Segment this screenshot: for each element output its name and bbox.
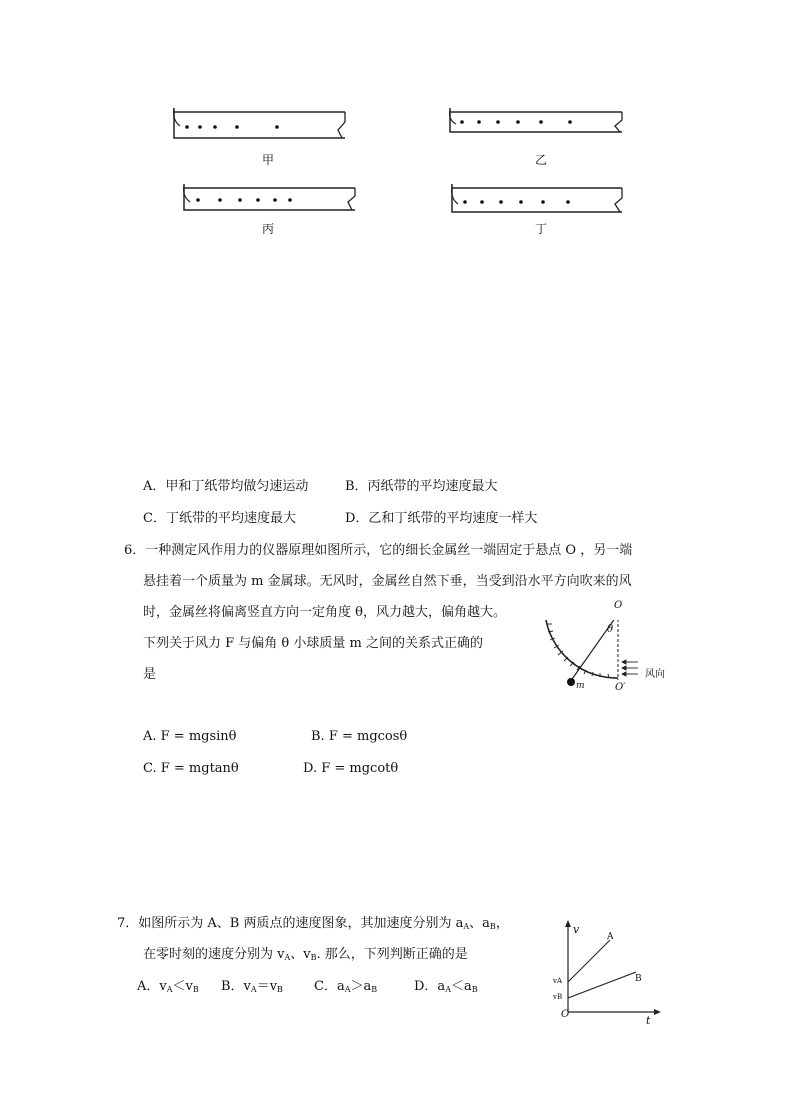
pendulum-ball [567, 678, 575, 686]
tape-dot [275, 125, 279, 129]
tape-dot [273, 198, 277, 202]
q7-stem-line1: 7．如图所示为 A、B 两质点的速度图象，其加速度分别为 $a_A$、$a_B$， [117, 916, 509, 931]
vt-line-b [568, 972, 636, 998]
q6-option-c: C. F = mgtanθ [143, 761, 239, 776]
q6-stem-line4: 下列关于风力 F 与偏角 θ 小球质量 m 之间的关系式正确的 [143, 636, 483, 651]
q6-option-a: A. F = mgsinθ [143, 729, 237, 744]
q5-option-a: A．甲和丁纸带均做匀速运动 [143, 479, 309, 494]
tape-label-jia: 甲 [262, 153, 275, 167]
tape-dot [566, 200, 570, 204]
q5-option-c: C．丁纸带的平均速度最大 [143, 511, 296, 526]
tape-dot [568, 120, 572, 124]
tape-dot [539, 120, 543, 124]
tape-dot [499, 200, 503, 204]
tape-label-yi: 乙 [535, 153, 548, 167]
q7-option-c: C．$a_A>a_B$ [314, 979, 378, 994]
q6-stem-line3: 时，金属丝将偏离竖直方向一定角度 θ，风力越大，偏角越大。 [143, 605, 506, 620]
pendulum-label-wind: 风向 [645, 669, 665, 680]
tape-dot [496, 120, 500, 124]
tape-dot [238, 198, 242, 202]
tape-yi [450, 108, 622, 132]
tape-dot [516, 120, 520, 124]
q5-option-d: D．乙和丁纸带的平均速度一样大 [345, 511, 538, 526]
vt-label-origin: O [561, 1009, 570, 1020]
pendulum-label-o-prime: O′ [615, 682, 626, 693]
q7-option-a: A．$v_A<v_B$ [137, 979, 199, 994]
tape-dot [235, 125, 239, 129]
tape-dot [256, 198, 260, 202]
tape-dot [196, 198, 200, 202]
pendulum-label-m: m [576, 681, 585, 691]
tape-dot [198, 125, 202, 129]
q6-stem-line5: 是 [143, 667, 157, 682]
tape-label-ding: 丁 [535, 222, 548, 236]
q7-option-b: B．$v_A=v_B$ [221, 979, 283, 994]
pendulum-label-theta: θ [607, 624, 614, 635]
tape-dot [480, 200, 484, 204]
q6-option-b: B. F = mgcosθ [311, 729, 408, 744]
vt-label-a: A [607, 932, 614, 942]
vt-label-v: v [573, 923, 580, 936]
q7-stem-line2: 在零时刻的速度分别为 $v_A$、$v_B$. 那么，下列判断正确的是 [143, 947, 468, 962]
tape-jia [174, 108, 345, 138]
tape-dot [218, 198, 222, 202]
tape-dot [213, 125, 217, 129]
vt-line-a [568, 940, 610, 982]
tape-dot [463, 200, 467, 204]
tape-label-bing: 丙 [262, 222, 275, 236]
tape-dot [460, 120, 464, 124]
tape-dot [541, 200, 545, 204]
tape-dot [477, 120, 481, 124]
vt-label-vb: vB [553, 993, 563, 1001]
pendulum-label-o: O [614, 600, 623, 611]
tape-bing [184, 184, 355, 210]
q6-stem-line2: 悬挂着一个质量为 m 金属球。无风时，金属丝自然下垂，当受到沿水平方向吹来的风 [143, 574, 632, 589]
vt-label-b: B [635, 974, 642, 984]
vt-label-va: vA [553, 977, 563, 985]
tape-figure [160, 100, 640, 240]
q7-option-d: D．$a_A<a_B$ [414, 979, 478, 994]
q5-option-b: B．丙纸带的平均速度最大 [345, 479, 498, 494]
tape-dot [519, 200, 523, 204]
tape-dot [185, 125, 189, 129]
tape-ding [452, 184, 622, 212]
vt-label-t: t [646, 1014, 651, 1027]
tape-dot [288, 198, 292, 202]
q6-stem-line1: 6．一种测定风作用力的仪器原理如图所示，它的细长金属丝一端固定于悬点 O ，另一端 [124, 543, 633, 558]
q6-option-d: D. F = mgcotθ [303, 761, 399, 776]
